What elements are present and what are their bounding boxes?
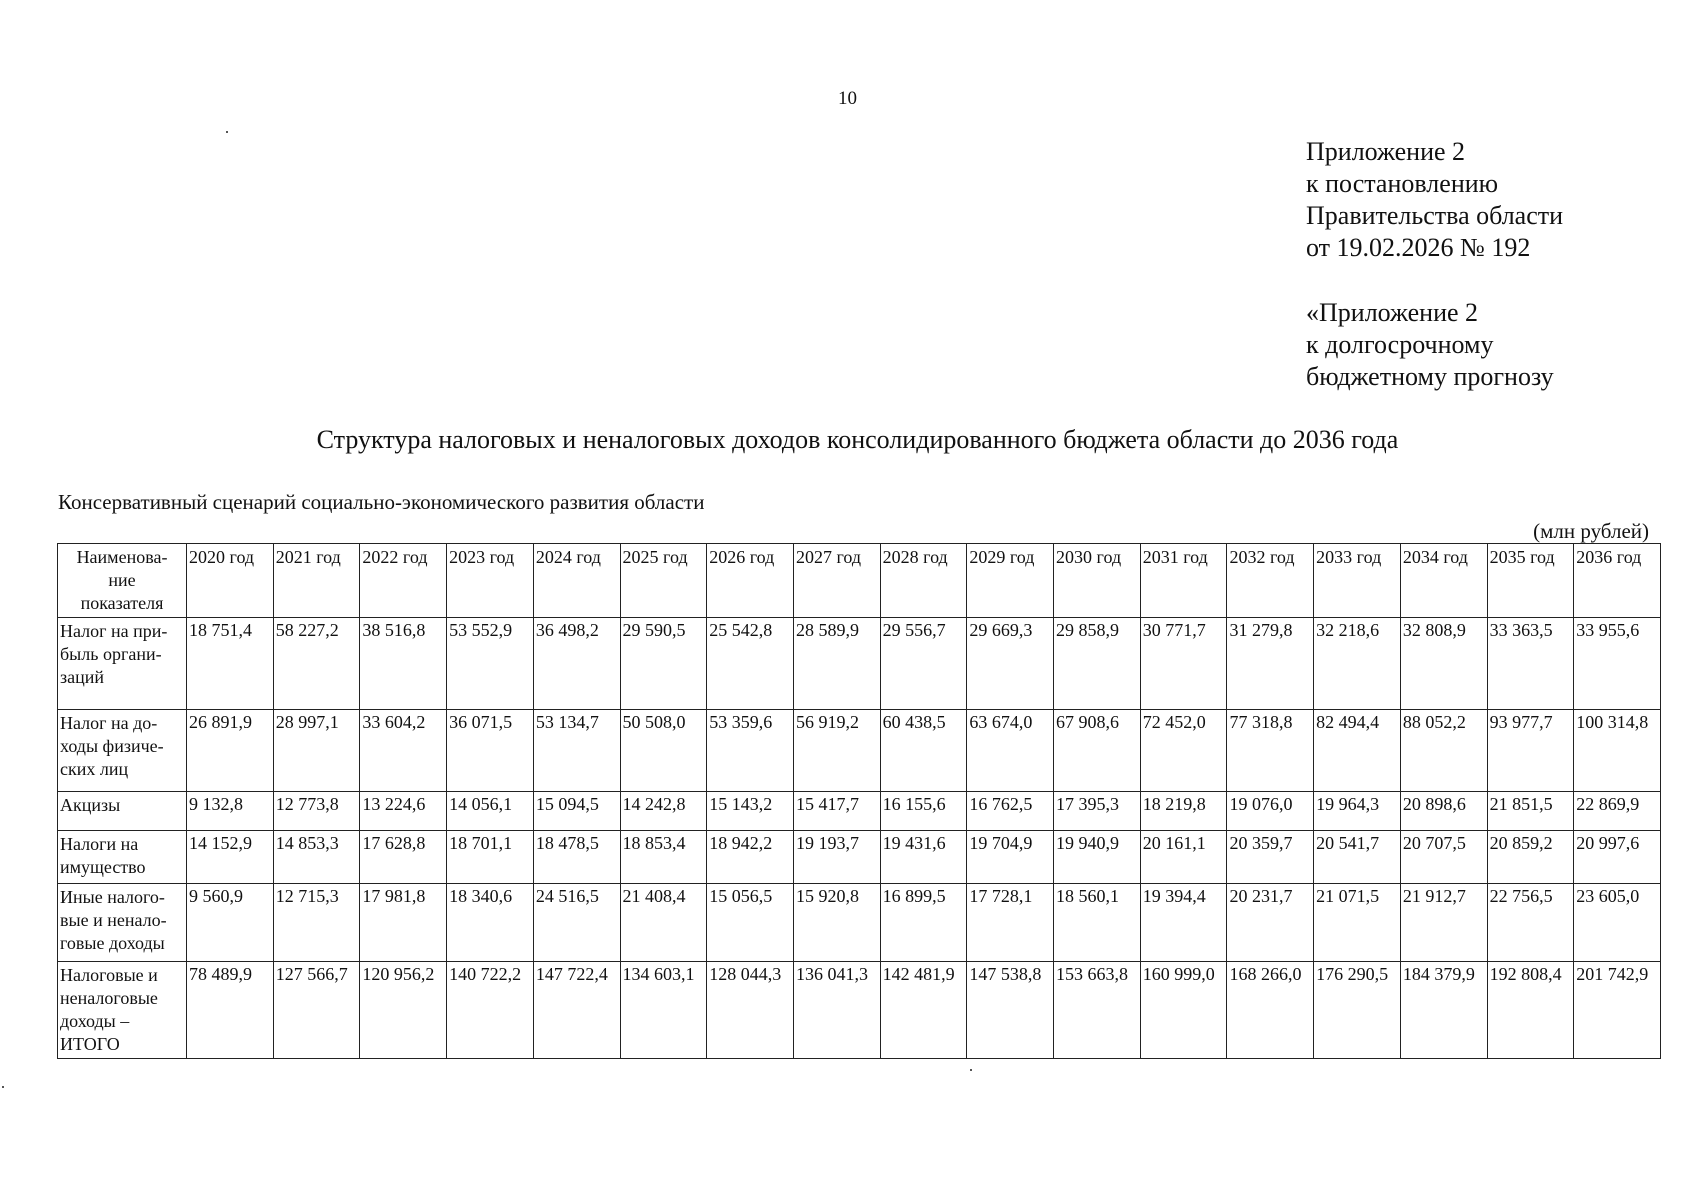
table-cell: 28 997,1 <box>273 710 360 792</box>
table-cell: 176 290,5 <box>1314 962 1401 1059</box>
column-header-year: 2025 год <box>620 544 707 618</box>
table-cell: 17 981,8 <box>360 884 447 962</box>
table-cell: 29 669,3 <box>967 618 1054 710</box>
column-header-year: 2032 год <box>1227 544 1314 618</box>
appendix2-line: бюджетному прогнозу <box>1306 362 1554 391</box>
column-header-year: 2023 год <box>447 544 534 618</box>
table-cell: 23 605,0 <box>1574 884 1661 962</box>
table-cell: 56 919,2 <box>793 710 880 792</box>
appendix-line: к постановлению <box>1306 169 1499 198</box>
table-cell: 15 920,8 <box>793 884 880 962</box>
table-cell: 38 516,8 <box>360 618 447 710</box>
table-cell: 72 452,0 <box>1140 710 1227 792</box>
table-cell: 31 279,8 <box>1227 618 1314 710</box>
table-cell: 21 851,5 <box>1487 792 1574 831</box>
table-cell: 50 508,0 <box>620 710 707 792</box>
scenario-label: Консервативный сценарий социально-экономического развития области <box>58 490 705 514</box>
table-cell: 36 071,5 <box>447 710 534 792</box>
table-cell: 32 808,9 <box>1400 618 1487 710</box>
table-cell: 128 044,3 <box>707 962 794 1059</box>
table-cell: 53 552,9 <box>447 618 534 710</box>
scan-speck <box>970 1069 972 1071</box>
table-cell: 67 908,6 <box>1054 710 1141 792</box>
table-cell: 29 858,9 <box>1054 618 1141 710</box>
column-header-year: 2036 год <box>1574 544 1661 618</box>
table-cell: 147 538,8 <box>967 962 1054 1059</box>
table-cell: 19 704,9 <box>967 831 1054 884</box>
row-label: Налог на при- быль органи- заций <box>58 618 187 710</box>
table-header-row <box>58 544 1661 618</box>
table-cell: 60 438,5 <box>880 710 967 792</box>
table-cell: 18 853,4 <box>620 831 707 884</box>
revenue-table <box>57 543 1661 1059</box>
table-cell: 19 964,3 <box>1314 792 1401 831</box>
table-cell: 16 899,5 <box>880 884 967 962</box>
table-cell: 100 314,8 <box>1574 710 1661 792</box>
table-cell: 78 489,9 <box>187 962 274 1059</box>
table-cell: 18 560,1 <box>1054 884 1141 962</box>
table-cell: 19 940,9 <box>1054 831 1141 884</box>
table-cell: 15 056,5 <box>707 884 794 962</box>
table-cell: 19 394,4 <box>1140 884 1227 962</box>
table-cell: 22 869,9 <box>1574 792 1661 831</box>
row-label: Налоги на имущество <box>58 831 187 884</box>
appendix2-line: к долгосрочному <box>1306 330 1494 359</box>
unit-label: (млн рублей) <box>1533 519 1649 543</box>
column-header-year: 2035 год <box>1487 544 1574 618</box>
table-cell: 142 481,9 <box>880 962 967 1059</box>
table-cell: 15 417,7 <box>793 792 880 831</box>
table-cell: 18 701,1 <box>447 831 534 884</box>
table-cell: 12 773,8 <box>273 792 360 831</box>
table-cell: 19 076,0 <box>1227 792 1314 831</box>
table-cell: 21 408,4 <box>620 884 707 962</box>
table-row <box>58 618 1661 710</box>
table-cell: 18 340,6 <box>447 884 534 962</box>
column-header-year: 2034 год <box>1400 544 1487 618</box>
table-cell: 14 242,8 <box>620 792 707 831</box>
table-cell: 184 379,9 <box>1400 962 1487 1059</box>
table-cell: 53 134,7 <box>533 710 620 792</box>
table-cell: 30 771,7 <box>1140 618 1227 710</box>
column-header-name: Наименова- ние показателя <box>58 544 187 618</box>
table-cell: 153 663,8 <box>1054 962 1141 1059</box>
table-cell: 93 977,7 <box>1487 710 1574 792</box>
row-label: Налог на до- ходы физиче- ских лиц <box>58 710 187 792</box>
table-cell: 26 891,9 <box>187 710 274 792</box>
column-header-year: 2030 год <box>1054 544 1141 618</box>
table-cell: 201 742,9 <box>1574 962 1661 1059</box>
column-header-year: 2029 год <box>967 544 1054 618</box>
column-header-year: 2020 год <box>187 544 274 618</box>
table-cell: 53 359,6 <box>707 710 794 792</box>
table-cell: 63 674,0 <box>967 710 1054 792</box>
table-cell: 16 155,6 <box>880 792 967 831</box>
table-row <box>58 710 1661 792</box>
table-cell: 9 132,8 <box>187 792 274 831</box>
table-cell: 17 395,3 <box>1054 792 1141 831</box>
row-label: Иные налого- вые и ненало- говые доходы <box>58 884 187 962</box>
scan-speck <box>226 131 228 133</box>
table-row <box>58 884 1661 962</box>
table-cell: 192 808,4 <box>1487 962 1574 1059</box>
table-row <box>58 962 1661 1059</box>
table-cell: 32 218,6 <box>1314 618 1401 710</box>
table-cell: 19 193,7 <box>793 831 880 884</box>
table-cell: 16 762,5 <box>967 792 1054 831</box>
column-header-year: 2033 год <box>1314 544 1401 618</box>
table-cell: 19 431,6 <box>880 831 967 884</box>
appendix-block <box>1306 136 1563 393</box>
table-cell: 20 161,1 <box>1140 831 1227 884</box>
table-cell: 140 722,2 <box>447 962 534 1059</box>
table-cell: 36 498,2 <box>533 618 620 710</box>
column-header-year: 2028 год <box>880 544 967 618</box>
table-cell: 168 266,0 <box>1227 962 1314 1059</box>
table-cell: 20 859,2 <box>1487 831 1574 884</box>
column-header-year: 2026 год <box>707 544 794 618</box>
appendix-line: Приложение 2 <box>1306 137 1466 166</box>
table-cell: 29 556,7 <box>880 618 967 710</box>
table-cell: 20 359,7 <box>1227 831 1314 884</box>
table-cell: 33 955,6 <box>1574 618 1661 710</box>
table-cell: 33 363,5 <box>1487 618 1574 710</box>
table-cell: 15 143,2 <box>707 792 794 831</box>
table-cell: 14 853,3 <box>273 831 360 884</box>
table-cell: 120 956,2 <box>360 962 447 1059</box>
row-label: Налоговые и неналоговые доходы – ИТОГО <box>58 962 187 1059</box>
table-row <box>58 792 1661 831</box>
table-cell: 17 728,1 <box>967 884 1054 962</box>
table-cell: 147 722,4 <box>533 962 620 1059</box>
table-cell: 14 056,1 <box>447 792 534 831</box>
table-cell: 18 219,8 <box>1140 792 1227 831</box>
appendix-line: от 19.02.2026 № 192 <box>1306 233 1531 262</box>
table-cell: 134 603,1 <box>620 962 707 1059</box>
table-cell: 160 999,0 <box>1140 962 1227 1059</box>
table-row <box>58 831 1661 884</box>
table-cell: 25 542,8 <box>707 618 794 710</box>
table-cell: 21 912,7 <box>1400 884 1487 962</box>
table-cell: 18 751,4 <box>187 618 274 710</box>
column-header-year: 2024 год <box>533 544 620 618</box>
table-cell: 58 227,2 <box>273 618 360 710</box>
column-header-year: 2021 год <box>273 544 360 618</box>
table-cell: 136 041,3 <box>793 962 880 1059</box>
table-cell: 12 715,3 <box>273 884 360 962</box>
table-cell: 20 707,5 <box>1400 831 1487 884</box>
document-title: Структура налоговых и неналоговых доходов консолидированного бюджета области до 2036 года <box>316 425 1399 454</box>
table-cell: 21 071,5 <box>1314 884 1401 962</box>
table-cell: 24 516,5 <box>533 884 620 962</box>
table-cell: 20 541,7 <box>1314 831 1401 884</box>
row-label: Акцизы <box>58 792 187 831</box>
column-header-year: 2031 год <box>1140 544 1227 618</box>
table-cell: 15 094,5 <box>533 792 620 831</box>
table-cell: 18 478,5 <box>533 831 620 884</box>
table-cell: 20 898,6 <box>1400 792 1487 831</box>
table-cell: 22 756,5 <box>1487 884 1574 962</box>
table-cell: 127 566,7 <box>273 962 360 1059</box>
column-header-year: 2022 год <box>360 544 447 618</box>
table-cell: 82 494,4 <box>1314 710 1401 792</box>
table-cell: 77 318,8 <box>1227 710 1314 792</box>
table-cell: 29 590,5 <box>620 618 707 710</box>
table-cell: 13 224,6 <box>360 792 447 831</box>
appendix-line: Правительства области <box>1306 201 1564 230</box>
table-cell: 18 942,2 <box>707 831 794 884</box>
table-cell: 33 604,2 <box>360 710 447 792</box>
column-header-year: 2027 год <box>793 544 880 618</box>
table-cell: 14 152,9 <box>187 831 274 884</box>
page-number: 10 <box>838 88 857 109</box>
table-cell: 9 560,9 <box>187 884 274 962</box>
table-cell: 20 997,6 <box>1574 831 1661 884</box>
appendix2-line: «Приложение 2 <box>1306 298 1479 327</box>
table-cell: 17 628,8 <box>360 831 447 884</box>
table-cell: 28 589,9 <box>793 618 880 710</box>
table-cell: 88 052,2 <box>1400 710 1487 792</box>
table-cell: 20 231,7 <box>1227 884 1314 962</box>
scan-speck <box>2 1086 4 1088</box>
